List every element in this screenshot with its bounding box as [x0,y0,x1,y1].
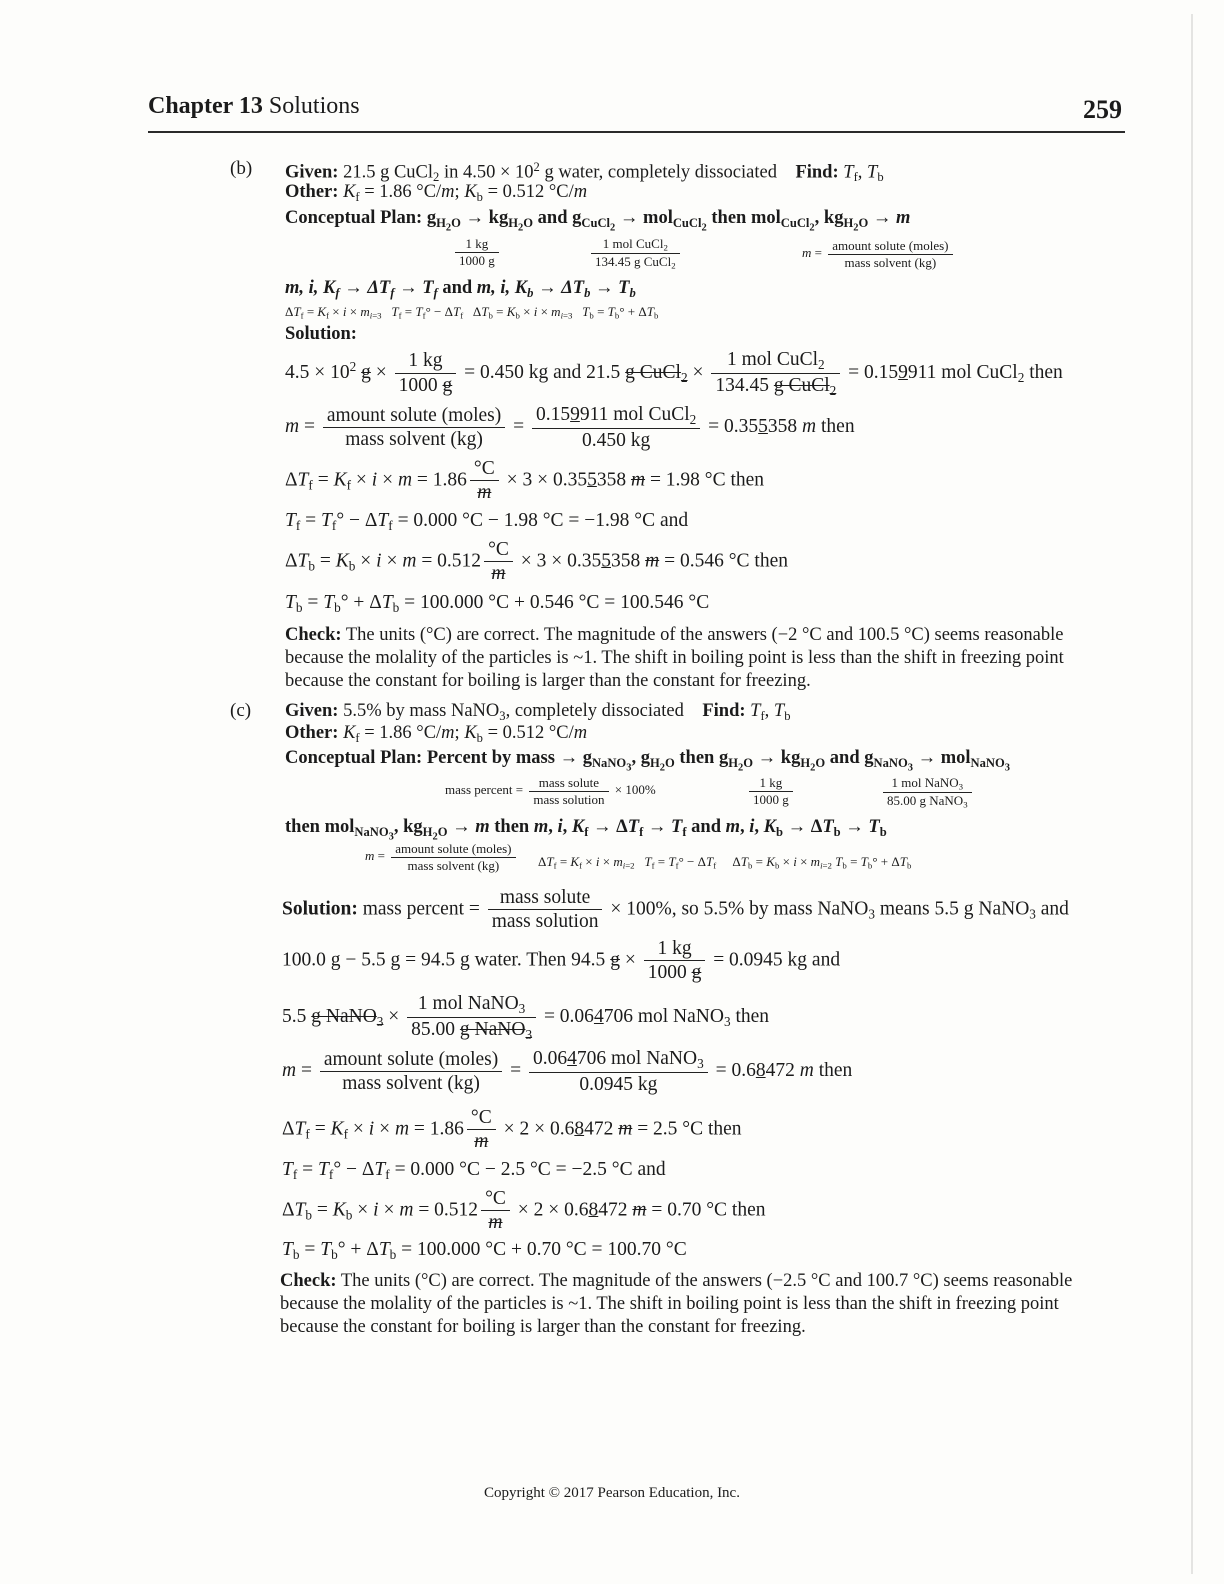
part-c-check [280,1270,1095,1339]
part-b-equations: $\Delta T_f = K_f \times i \times m_{i=3}$ $T_f = T_f^\circ - \Delta T_f$ $\Delta T_b = K_b \times i \times m_{i=3}$ $T_b = T_b^\circ + \Delta T_b$ [285,304,659,321]
chapter-label: Chapter 13 [148,93,263,119]
relation-percent: mass percent = $\frac{\text{mass solute}}{\text{mass solution}}$ × 100% [445,775,656,807]
rel-kg-den: 1000 g [455,252,499,269]
rel-percent-num: mass solute [538,775,600,790]
page-header [148,93,1124,129]
given-label: Given: [285,162,339,183]
part-c-step-4: m = $\frac{\text{amount solute (moles)}}{\text{mass solvent (kg)}}$ = $\frac{0.064706 mol NaNO_3}{0.0945 kg}$ = 0.68472 m then [282,1048,853,1095]
part-c-equations: $\Delta T_f = K_f \times i \times m_{i=2}$ $T_f = T_f^\circ - \Delta T_f$ $\Delta T_b = K_b \times i \times m_{i=2}$ $T_b = T_b^\circ + \Delta T_b$ [538,854,912,871]
rel-m-den: mass solvent (kg) [828,254,952,271]
rel-m-num: amount solute (moles) [832,238,949,253]
part-b-label: (b) [230,158,253,179]
relation-mol-nano3: $\frac{1 mol NaNO_3}{85.00 g NaNO_3}$ [880,775,975,811]
given-text-b: in 4.50 × 10 [439,162,534,183]
rel-m-num: amount solute (moles) [395,841,512,856]
part-b-step-1: $4.5 \times 10^2$ g × $\frac{1 kg}{1000 g}$ = 0.450 kg and 21.5 g CuCl$_2$ × $\frac{1 mol CuCl_2}{134.45 g CuCl_2}$ = 0.159911 mol CuCl$_2$ then [285,349,1063,398]
part-c-step-6: $T_f = T_f^\circ - \Delta T_f = 0.000$ °C − 2.5 °C = −2.5 °C and [282,1159,666,1182]
header-rule [148,131,1125,133]
copyright-footer: Copyright © 2017 Pearson Education, Inc. [484,1485,740,1501]
relation-kg [452,236,502,268]
part-c-step-3: 5.5 g NaNO$_3$ × $\frac{1 mol NaNO_3}{85.00 g NaNO_3}$ = 0.064706 mol NaNO$_3$ then [282,993,770,1042]
page-number: 259 [1083,95,1122,124]
part-c-conceptual-plan: Conceptual Plan: Percent by mass → $g_{NaNO_3}$, $g_{H_2O}$ then $g_{H_2O} \to kg_{H_2O}$ and $g_{NaNO_3} \to mol_{NaNO_3}$ [285,748,1011,774]
part-b-other: Other: $K_f = 1.86$ °C/m; $K_b = 0.512$ °C/m [285,182,588,204]
part-c-step-5: $\Delta T_f = K_f \times i \times m = 1.86$ $\frac{^\circ C}{m}$ × 2 × 0.68472 m = 2.5 °C then [282,1107,742,1153]
find-label: Find: [795,162,839,183]
part-b-step-6: $T_b = T_b^\circ + \Delta T_b = 100.000$ °C + 0.546 °C = 100.546 °C [285,592,710,615]
relation-kg [746,775,796,807]
part-b-step-2: m = $\frac{\text{amount solute (moles)}}{\text{mass solvent (kg)}}$ = $\frac{0.159911 mol CuCl_2}{0.450 kg}$ = 0.355358 m then [285,404,855,451]
rel-kg-num: 1 kg [759,775,783,790]
rel-kg-num: 1 kg [465,236,489,251]
check-label: Check: [285,625,342,645]
given-label: Given: [285,701,339,721]
part-b-conceptual-plan: Conceptual Plan: $g_{H_2O} \to kg_{H_2O}$ and $g_{CuCl_2} \to mol_{CuCl_2}$ then mol$_{CuCl_2}$, $kg_{H_2O} \to m$ [285,208,911,234]
relation-mol-cucl2: $\frac{1 mol CuCl_2}{134.45 g CuCl_2}$ [588,236,683,272]
part-c-step-8: $T_b = T_b^\circ + \Delta T_b = 100.000$ °C + 0.70 °C = 100.70 °C [282,1239,687,1262]
part-b-step-4: $T_f = T_f^\circ - \Delta T_f = 0.000$ °C − 1.98 °C = −1.98 °C and [285,510,689,533]
chapter-title: Solutions [268,93,360,119]
solution-label: Solution: [282,898,358,920]
given-text-c: g water, completely dissociated [539,162,777,183]
rel-kg-den: 1000 g [749,791,793,808]
part-c-plan2: then mol$_{NaNO_3}$, $kg_{H_2O} \to m$ then m, i, $K_f \to \Delta T_f \to T_f$ and m, i, $K_b \to \Delta T_b \to T_b$ [285,817,887,843]
part-c-step-2: 100.0 g − 5.5 g = 94.5 g water. Then 94.5 g × $\frac{1 kg}{1000 g}$ = 0.0945 kg and [282,938,841,984]
relation-molality: m = $\frac{\text{amount solute (moles)}}{\text{mass solvent (kg)}}$ [802,238,956,270]
part-b-given: Given: 21.5 g CuCl$_2$ in $4.50 \times 10^2$ g water, completely dissociated Find: $T_f$, $T_b$ [285,160,884,185]
check-text: The units (°C) are correct. The magnitude of the answers (−2.5 °C and 100.7 °C) seems reasonable because the molality of the particles is ~1. The shift in boiling point is less than the shift in freezing point because the constant for boiling is larger than the constant for freezing. [280,1271,1073,1337]
part-c-given: Given: 5.5% by mass NaNO$_3$, completely dissociated Find: $T_f$, $T_b$ [285,701,791,723]
chapter-heading [148,93,360,120]
check-label: Check: [280,1271,337,1291]
part-b-step-3: $\Delta T_f = K_f \times i \times m = 1.86$ $\frac{^\circ C}{m}$ × 3 × 0.355358 m = 1.98 °C then [285,458,765,504]
find-label: Find: [702,701,746,721]
part-c-other: Other: $K_f = 1.86$ °C/m; $K_b = 0.512$ °C/m [285,723,588,745]
part-b-plan2: m, i, $K_f \to \Delta T_f \to T_f$ and m, i, $K_b \to \Delta T_b \to T_b$ [285,278,636,300]
rel-m-den: mass solvent (kg) [391,857,515,874]
given-text-a: 21.5 g CuCl [338,162,434,183]
rel-percent-den: mass solution [529,791,608,808]
part-c-label: (c) [230,700,252,721]
part-c-step-1: Solution: mass percent = $\frac{\text{mass solute}}{\text{mass solution}}$ × 100%, so 5.5% by mass NaNO$_3$ means 5.5 g NaNO$_3$ and [282,887,1069,933]
plan-label: Conceptual Plan: [285,208,423,228]
part-b-solution-label: Solution: [285,324,357,344]
relation-molality: m = $\frac{\text{amount solute (moles)}}{\text{mass solvent (kg)}}$ [365,841,519,873]
part-c-step-7: $\Delta T_b = K_b \times i \times m = 0.512$ $\frac{^\circ C}{m}$ × 2 × 0.68472 m = 0.70 °C then [282,1188,766,1234]
check-text: The units (°C) are correct. The magnitude of the answers (−2 °C and 100.5 °C) seems reasonable because the molality of the particles is ~1. The shift in boiling point is less than the shift in freezing point because the constant for boiling is larger than the constant for freezing. [285,625,1064,691]
part-b-check [285,624,1095,693]
page-edge-shadow [1191,14,1193,1574]
other-label: Other: [285,723,339,743]
other-label: Other: [285,182,339,202]
plan-label: Conceptual Plan: [285,748,423,768]
part-b-step-5: $\Delta T_b = K_b \times i \times m = 0.512$ $\frac{^\circ C}{m}$ × 3 × 0.355358 m = 0.546 °C then [285,539,788,585]
